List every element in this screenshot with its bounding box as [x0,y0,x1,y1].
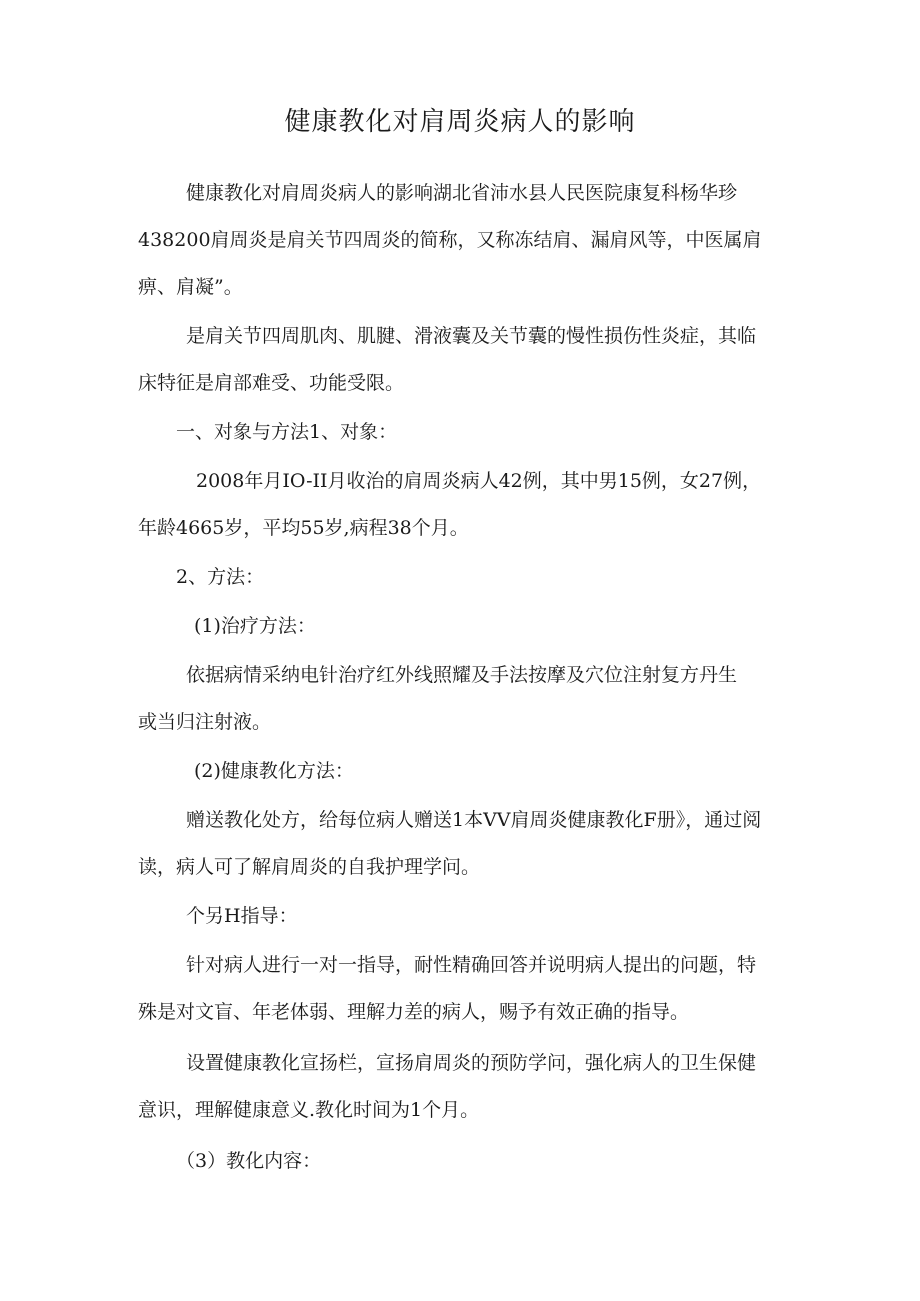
document-title: 健康教化对肩周炎病人的影响 [284,107,636,137]
paragraph-line: 床特征是肩部难受、功能受限。 [138,372,405,394]
paragraph-line: 2008年月IO-II月收治的肩周炎病人42例，其中男15例，女27例， [196,470,762,492]
paragraph-line: 殊是对文盲、年老体弱、理解力差的病人，赐予有效正确的指导。 [138,1001,690,1023]
paragraph-line: 痹、肩凝”。 [138,276,243,298]
paragraph-line: 个另H指导： [186,905,298,927]
paragraph-line: 设置健康教化宣扬栏，宣扬肩周炎的预防学问，强化病人的卫生保健 [186,1052,757,1074]
subsection-heading: (1)治疗方法： [194,615,316,637]
paragraph-line: 年龄4665岁，平均55岁,病程38个月。 [138,517,469,539]
paragraph-line: 读，病人可了解肩周炎的自我护理学问。 [138,856,481,878]
subsection-heading: (2)健康教化方法： [194,760,354,782]
paragraph-line: 438200肩周炎是肩关节四周炎的简称，又称冻结肩、漏肩风等，中医属肩 [138,229,762,251]
subsection-heading: （3）教化内容： [176,1150,322,1172]
paragraph-line: 赠送教化处方，给每位病人赠送1本VV肩周炎健康教化F册》，通过阅 [186,809,762,831]
document-body [138,170,788,1185]
paragraph-line: 意识，理解健康意义.教化时间为1个月。 [138,1099,480,1121]
section-heading: 2、方法： [176,566,265,588]
paragraph-line: 针对病人进行一对一指导，耐性精确回答并说明病人提出的问题，特 [186,954,757,976]
paragraph-line: 或当归注射液。 [138,711,272,733]
section-heading: 一、对象与方法1、对象： [176,421,398,443]
paragraph-line: 是肩关节四周肌肉、肌腱、滑液囊及关节囊的慢性损伤性炎症，其临 [186,325,757,347]
paragraph-line: 健康教化对肩周炎病人的影响湖北省沛水县人民医院康复科杨华珍 [186,182,738,204]
paragraph-line: 依据病情采纳电针治疗红外线照耀及手法按摩及穴位注射复方丹生 [186,664,738,686]
